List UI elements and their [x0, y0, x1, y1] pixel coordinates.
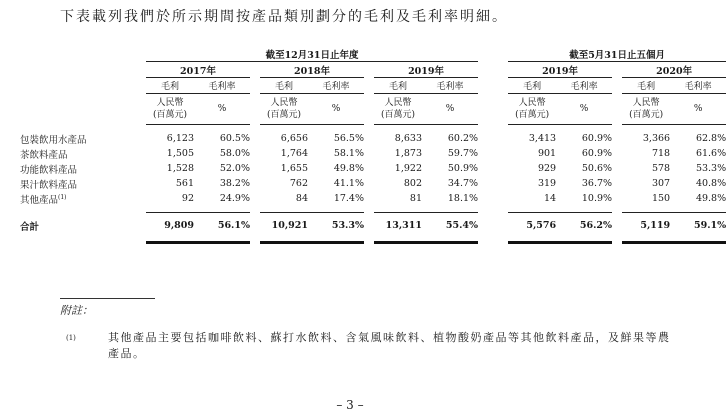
gross-margin-cell: 36.7% [581, 178, 613, 189]
footnote-marker: (1) [58, 193, 67, 201]
col-gross-margin: 毛利率 [308, 78, 364, 94]
gross-margin-cell: 62.8% [695, 133, 726, 144]
gross-margin-cell: 59.7% [447, 148, 479, 159]
gross-margin-cell: 53.3% [695, 163, 726, 174]
gross-profit-cell: 84 [295, 193, 308, 204]
table-row [20, 131, 726, 146]
table-row [20, 146, 726, 161]
table-row [20, 161, 726, 176]
gross-margin-cell: 38.2% [219, 178, 250, 189]
gross-margin-cell: 60.5% [219, 133, 250, 144]
col-gross-profit: 毛利 [508, 78, 556, 94]
unit-rmb-millions: 人民幣 (百萬元) [260, 94, 308, 125]
year-2019: 2019年 [374, 62, 478, 78]
row-label: 茶飲料產品 [20, 149, 68, 161]
note-text: 其他產品主要包括咖啡飲料、蘇打水飲料、含氣風味飲料、植物酸奶產品等其他飲料產品，及鮮果等農產品。 [108, 331, 671, 360]
unit-percent: % [556, 94, 612, 125]
year-2017: 2017年 [146, 62, 250, 78]
gross-profit-cell: 578 [651, 163, 671, 174]
gross-margin-cell: 61.6% [695, 148, 726, 159]
gross-margin-cell: 52.0% [219, 163, 250, 174]
gross-profit-cell: 3,413 [528, 133, 557, 144]
total-row [20, 213, 726, 243]
gross-margin-cell: 50.9% [447, 163, 479, 174]
gross-profit-cell: 802 [403, 178, 422, 189]
total-cell: 5,119 [622, 213, 670, 243]
row-label: 功能飲料產品 [20, 164, 78, 176]
gross-margin-cell: 49.8% [695, 193, 726, 204]
gross-margin-cell: 49.8% [333, 163, 364, 174]
unit-rmb-millions: 人民幣 (百萬元) [508, 94, 556, 125]
row-label: 包裝飲用水產品 [20, 134, 87, 146]
gross-profit-cell: 901 [537, 148, 557, 159]
gross-profit-cell: 1,764 [280, 148, 308, 159]
year-2018: 2018年 [260, 62, 364, 78]
gross-margin-cell: 56.5% [333, 133, 364, 144]
unit-percent: % [194, 94, 250, 125]
note-marker: (1) [66, 334, 76, 342]
gross-margin-cell: 18.1% [447, 193, 479, 204]
gross-margin-cell: 58.1% [333, 148, 364, 159]
unit-row [20, 94, 726, 125]
total-cell: 59.1% [670, 213, 726, 243]
column-header-row [20, 78, 726, 94]
col-gross-margin: 毛利率 [556, 78, 612, 94]
col-gross-profit: 毛利 [260, 78, 308, 94]
gross-profit-cell: 561 [175, 178, 194, 189]
gross-margin-cell: 10.9% [581, 193, 613, 204]
row-label: 其他產品$^{(1)}$ [20, 193, 67, 206]
total-cell: 56.2% [556, 213, 612, 243]
total-cell: 56.1% [194, 213, 250, 243]
unit-percent: % [670, 94, 726, 125]
total-cell: 13,311 [374, 213, 422, 243]
gross-margin-cell: 34.7% [447, 178, 479, 189]
gross-margin-cell: 24.9% [219, 193, 250, 204]
col-gross-profit: 毛利 [622, 78, 670, 94]
col-gross-margin: 毛利率 [422, 78, 478, 94]
page-number: – 3 – [336, 398, 364, 412]
col-gross-margin: 毛利率 [670, 78, 726, 94]
gross-profit-cell: 1,505 [166, 148, 194, 159]
table-row [20, 191, 726, 206]
gross-profit-cell: 6,123 [166, 133, 194, 144]
gross-profit-table [20, 46, 726, 244]
gross-profit-cell: 92 [181, 193, 194, 204]
gross-profit-cell: 6,656 [280, 133, 308, 144]
col-gross-margin: 毛利率 [194, 78, 250, 94]
intro-text: 下表載列我們於所示期間按產品類別劃分的毛利及毛利率明細。 [60, 9, 508, 25]
gross-profit-cell: 929 [537, 163, 557, 174]
gross-margin-cell: 17.4% [333, 193, 364, 204]
gross-margin-cell: 40.8% [695, 178, 726, 189]
gross-profit-cell: 1,873 [394, 148, 422, 159]
gross-profit-cell: 307 [651, 178, 671, 189]
unit-percent: % [422, 94, 478, 125]
unit-rmb-millions: 人民幣 (百萬元) [622, 94, 670, 125]
group-header-five-months: 截至5月31日止五個月 [508, 46, 726, 62]
gross-margin-cell: 50.6% [581, 163, 613, 174]
gross-profit-cell: 762 [289, 178, 308, 189]
total-cell: 9,809 [146, 213, 194, 243]
total-cell: 5,576 [508, 213, 556, 243]
group-header-row [20, 46, 726, 62]
gross-margin-cell: 58.0% [219, 148, 250, 159]
unit-rmb-millions: 人民幣 (百萬元) [146, 94, 194, 125]
notes-divider [60, 298, 155, 299]
gross-margin-cell: 60.9% [581, 148, 613, 159]
year-2019-five-months: 2019年 [508, 62, 612, 78]
total-cell: 53.3% [308, 213, 364, 243]
year-2020-five-months: 2020年 [622, 62, 726, 78]
gross-margin-cell: 60.2% [447, 133, 479, 144]
gross-profit-cell: 1,528 [166, 163, 194, 174]
gross-profit-cell: 8,633 [394, 133, 422, 144]
gross-margin-cell: 60.9% [581, 133, 613, 144]
gross-profit-cell: 718 [651, 148, 671, 159]
gross-profit-cell: 1,655 [280, 163, 308, 174]
notes-title: 附註： [60, 304, 93, 317]
col-gross-profit: 毛利 [146, 78, 194, 94]
unit-percent: % [308, 94, 364, 125]
total-cell: 55.4% [422, 213, 478, 243]
gross-margin-cell: 41.1% [333, 178, 364, 189]
year-header-row [20, 62, 726, 78]
group-header-fiscal-year: 截至12月31日止年度 [146, 46, 478, 62]
gross-profit-cell: 3,366 [642, 133, 671, 144]
gross-profit-cell: 150 [651, 193, 671, 204]
gross-profit-cell: 14 [543, 193, 557, 204]
total-cell: 10,921 [260, 213, 308, 243]
total-label: 合計 [20, 221, 40, 233]
row-label: 果汁飲料產品 [20, 179, 78, 191]
gross-profit-cell: 1,922 [394, 163, 422, 174]
table-row [20, 176, 726, 191]
gross-profit-cell: 319 [537, 178, 557, 189]
col-gross-profit: 毛利 [374, 78, 422, 94]
unit-rmb-millions: 人民幣 (百萬元) [374, 94, 422, 125]
gross-profit-cell: 81 [409, 193, 422, 204]
